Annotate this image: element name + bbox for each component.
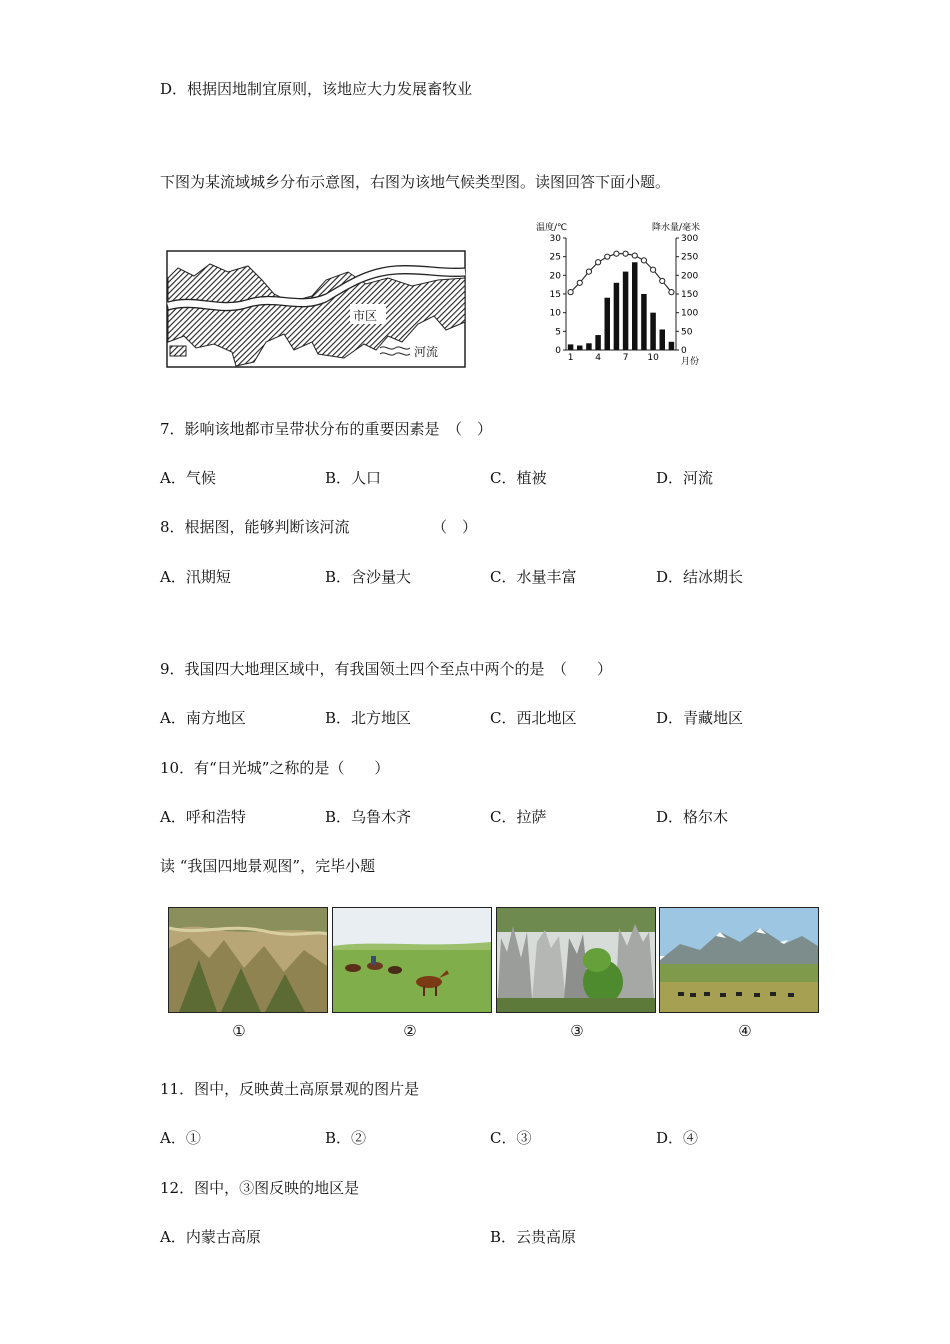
temp-tick-label: 25 [549, 252, 561, 263]
x-tick-label: 1 [567, 353, 574, 363]
question-10: 10．有“日光城”之称的是（ ） [160, 759, 390, 777]
photo-caption-4: ④ [738, 1022, 752, 1040]
temperature-point [595, 260, 600, 265]
x-tick-label: 4 [595, 353, 601, 363]
q7-option-c[interactable]: C．植被 [490, 469, 547, 487]
q11-option-c[interactable]: C．③ [490, 1129, 532, 1147]
precipitation-bar [586, 343, 592, 350]
q10-option-c[interactable]: C．拉萨 [490, 808, 547, 826]
temp-axis-label: 温度/℃ [536, 223, 568, 233]
q11-option-a[interactable]: A．① [160, 1129, 201, 1147]
question-11: 11．图中，反映黄土高原景观的图片是 [160, 1080, 420, 1098]
temp-tick-label: 15 [549, 290, 561, 300]
temp-tick-label: 10 [549, 308, 561, 319]
q9-option-d[interactable]: D．青藏地区 [656, 709, 744, 727]
q8-option-b[interactable]: B．含沙量大 [325, 568, 412, 586]
temperature-point [614, 251, 619, 256]
photo-caption-1: ① [232, 1022, 246, 1040]
precipitation-bar [660, 329, 666, 350]
section-intro: 下图为某流域城乡分布示意图，右图为该地气候类型图。读图回答下面小题。 [160, 173, 671, 191]
q10-option-b[interactable]: B．乌鲁木齐 [325, 808, 412, 826]
question-9: 9．我国四大地理区域中，有我国领土四个至点中两个的是 （ ） [160, 660, 613, 678]
q8-option-c[interactable]: C．水量丰富 [490, 568, 577, 586]
precip-tick-label: 50 [681, 327, 693, 338]
q9-option-c[interactable]: C．西北地区 [490, 709, 577, 727]
temperature-point [623, 251, 628, 256]
q7-option-a[interactable]: A．气候 [160, 469, 216, 487]
q11-option-b[interactable]: B．② [325, 1129, 367, 1147]
precipitation-bar [623, 272, 629, 350]
precipitation-bar [632, 262, 638, 350]
precipitation-bar [641, 294, 647, 350]
river-basin-map [166, 250, 466, 368]
temperature-point [660, 278, 665, 283]
temperature-point [605, 254, 610, 259]
precip-axis-label: 降水量/毫米 [652, 223, 701, 233]
photo-tibet-yaks [659, 907, 819, 1013]
temp-tick-label: 0 [555, 346, 561, 356]
precip-tick-label: 0 [681, 346, 687, 356]
temp-tick-label: 20 [549, 271, 561, 282]
precipitation-bar [650, 313, 656, 350]
question-8: 8．根据图，能够判断该河流 （ ） [160, 518, 478, 536]
x-tick-label: 10 [647, 353, 659, 363]
climate-chart [530, 218, 715, 370]
precip-tick-label: 100 [681, 308, 699, 319]
photo-loess-plateau [168, 907, 328, 1013]
precip-tick-label: 250 [681, 252, 699, 263]
precipitation-bar [605, 298, 611, 350]
precipitation-bar [595, 335, 601, 350]
q12-option-b[interactable]: B．云贵高原 [490, 1228, 577, 1246]
precipitation-bar [577, 346, 583, 350]
precipitation-bar [614, 283, 620, 350]
temperature-point [577, 280, 582, 285]
temp-tick-label: 30 [549, 234, 561, 244]
temperature-line [571, 254, 672, 292]
section-intro-2: 读 “我国四地景观图”，完毕小题 [160, 857, 376, 875]
q7-option-b[interactable]: B．人口 [325, 469, 382, 487]
q8-option-d[interactable]: D．结冰期长 [656, 568, 744, 586]
q9-option-a[interactable]: A．南方地区 [160, 709, 246, 727]
city-label: 市区 [353, 309, 378, 323]
temperature-point [568, 290, 573, 295]
q12-option-a[interactable]: A．内蒙古高原 [160, 1228, 261, 1246]
photo-caption-3: ③ [570, 1022, 584, 1040]
q10-option-a[interactable]: A．呼和浩特 [160, 808, 246, 826]
q8-option-a[interactable]: A．汛期短 [160, 568, 231, 586]
temperature-point [632, 253, 637, 258]
x-tick-label: 7 [622, 353, 629, 363]
q7-option-d[interactable]: D．河流 [656, 469, 714, 487]
river-label: 河流 [414, 345, 439, 359]
photo-grassland-horses [332, 907, 492, 1013]
photo-caption-2: ② [403, 1022, 417, 1040]
temperature-point [586, 269, 591, 274]
temperature-point [669, 290, 674, 295]
precipitation-bar [568, 344, 574, 350]
temperature-point [650, 267, 655, 272]
question-12: 12．图中，③图反映的地区是 [160, 1179, 360, 1197]
precipitation-bar [669, 342, 675, 350]
q11-option-d[interactable]: D．④ [656, 1129, 699, 1147]
precip-tick-label: 300 [681, 234, 699, 244]
precip-tick-label: 150 [681, 290, 699, 300]
photo-stone-forest [496, 907, 656, 1013]
x-unit-label: 月份 [681, 357, 700, 367]
precip-tick-label: 200 [681, 271, 699, 282]
q10-option-d[interactable]: D．格尔木 [656, 808, 729, 826]
temp-tick-label: 5 [555, 327, 561, 338]
option-d-previous: D．根据因地制宜原则，该地应大力发展畜牧业 [160, 80, 473, 98]
temperature-point [641, 258, 646, 263]
question-7: 7．影响该地都市呈带状分布的重要因素是 （ ） [160, 420, 493, 438]
q9-option-b[interactable]: B．北方地区 [325, 709, 412, 727]
